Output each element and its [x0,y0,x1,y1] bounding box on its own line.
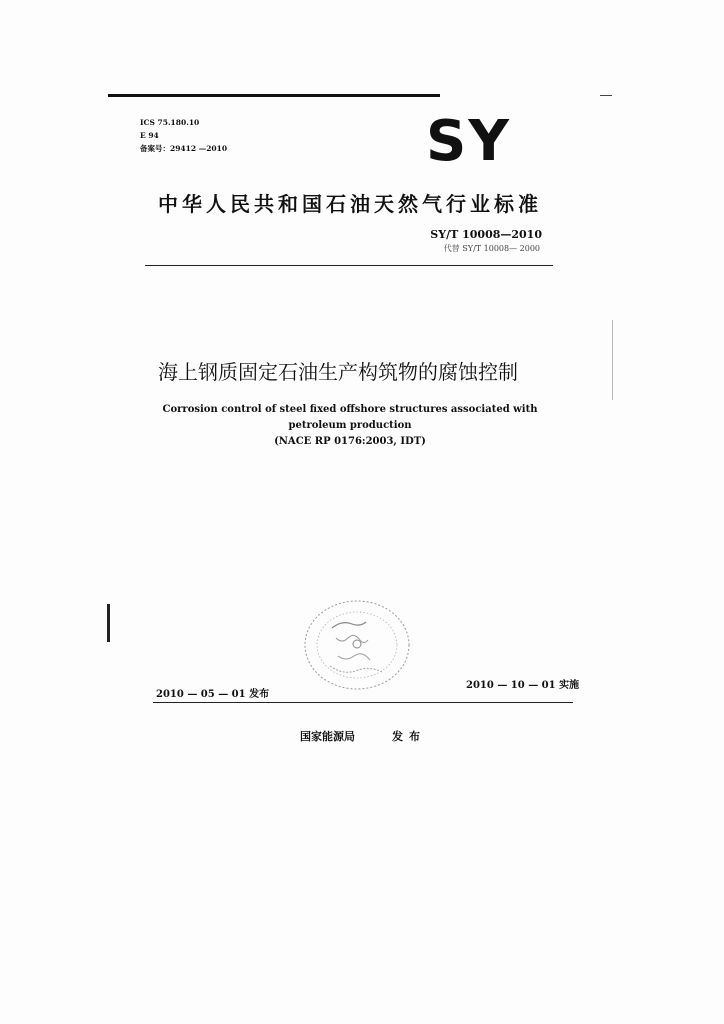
sy-logo: SY [426,109,511,174]
edge-mark [600,95,612,96]
edge-line [612,320,613,400]
header-divider [145,265,553,266]
category-code: E 94 [140,131,159,140]
document-title-cn: 海上钢质固定石油生产构筑物的腐蚀控制 [158,360,518,384]
standard-number: SY/T 10008—2010 [430,228,542,241]
footer-divider [153,702,573,703]
document-title-en [140,402,560,450]
implementation-date: 2010 — 10 — 01 实施 [466,680,580,691]
publisher-name: 国家能源局 [300,730,355,743]
ics-code: ICS 75.180.10 [140,118,200,127]
top-rule [108,94,440,97]
title-en-line: Corrosion control of steel fixed offshore structures associated with [162,404,538,415]
binding-mark [107,604,110,642]
title-en-line: petroleum production [288,420,412,431]
library-stamp [302,598,412,692]
replaces-note: 代替 SY/T 10008— 2000 [443,244,540,253]
title-en-line: (NACE RP 0176:2003, IDT) [274,436,426,447]
publish-label: 发布 [392,730,426,743]
standard-title: 中华人民共和国石油天然气行业标准 [158,192,542,216]
issue-date: 2010 — 05 — 01 发布 [156,689,270,700]
classification-block [140,116,227,155]
record-number: 备案号：29412 —2010 [140,144,228,153]
